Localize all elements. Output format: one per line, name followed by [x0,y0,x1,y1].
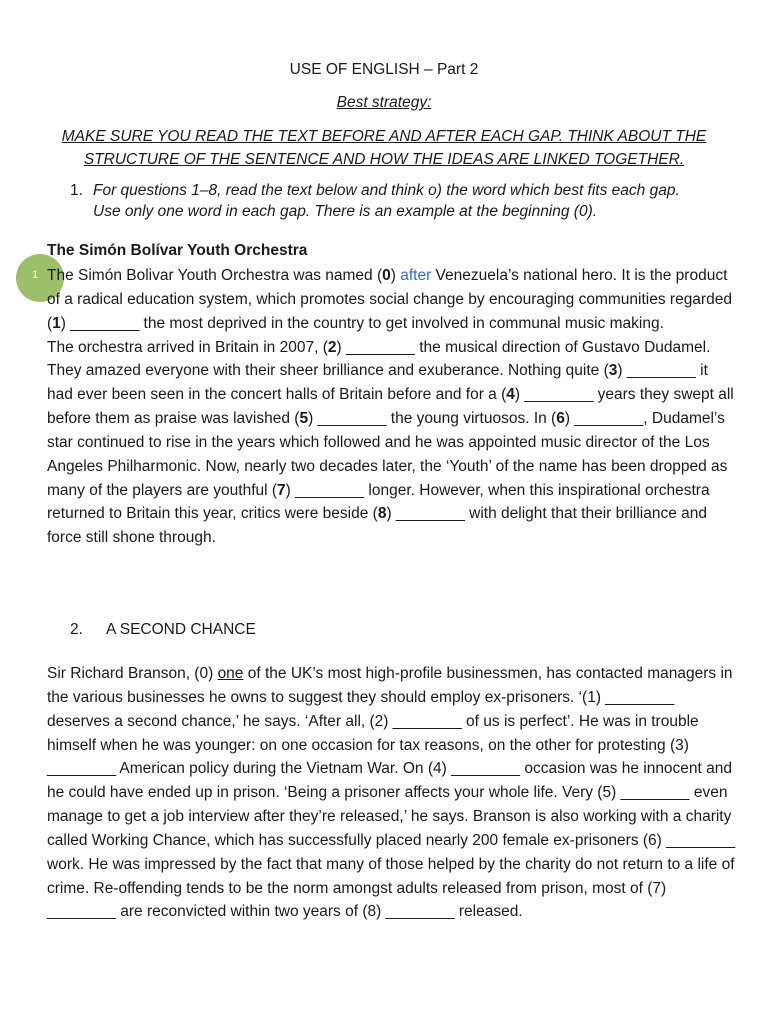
question-1-instructions [70,180,730,222]
section-2-heading [70,621,256,639]
page-title: USE OF ENGLISH – Part 2 [289,61,479,78]
example-answer: one [217,665,244,682]
question-line-1: For questions 1–8, read the text below and think o) the word which best fits each gap. [93,182,680,199]
section-title: A SECOND CHANCE [105,621,256,638]
section-number: 2. [70,621,83,638]
paragraph: The orchestra arrived in Britain in 2007, (2) ________ the musical direction of Gustavo Dudamel. They amazed everyone with their sheer brilliance and exuberance. Nothing quite (3) ________ it had ever been seen in the concert halls of Britain before and for a (4) ________ years they swept all before them as praise was lavished (5) ________ the young virtuosos. In (6) ________, Dudamel’s star continued to rise in the years which followed and he was appointed music director of the Los Angeles Philharmonic. Now, nearly two decades later, the ‘Youth’ of the name has been dropped as many of the players are youthful (7) ________ longer. However, when this inspirational orchestra returned to Britain this year, critics were beside (8) ________ with delight that their brilliance and force still shone through. [47,338,734,547]
comment-marker-label: 1 [32,269,39,281]
paragraph: Sir Richard Branson, (0) one of the UK’s most high-profile businessmen, has contacted managers in the various businesses he owns to suggest they should employ ex-prisoners. ‘(1) ________ deserves a second chance,’ he says. ‘After all, (2) ________ of us is perfect’. He was in trouble himself when he was younger: on one occasion for tax reasons, on the other for protesting (3) ________ American policy during the Vietnam War. On (4) ________ occasion was he innocent and he could have ended up in prison. ‘Being a prisoner affects your whole life. Very (5) ________ even manage to get a job interview after they’re released,’ he says. Branson is also working with a charity called Working Chance, which has successfully placed nearly 200 female ex-prisoners (6) ________ work. He was impressed by the fact that many of those helped by the charity do not return to a life of crime. Re-offending tends to be the norm amongst adults released from prison, most of (7) ________ are reconvicted within two years of (8) ________ released. [47,665,736,921]
paragraph: The Simón Bolivar Youth Orchestra was named (0) after Venezuela’s national hero. It is the product of a radical education system, which promotes social change by encouraging communities regarded (1) ________ the most deprived in the country to get involved in communal music making. [47,267,732,332]
instruction-line-1: MAKE SURE YOU READ THE TEXT BEFORE AND AFTER EACH GAP. THINK ABOUT THE [61,128,707,145]
text-heading: The Simón Bolívar Youth Orchestra [47,242,308,259]
orchestra-passage [47,264,737,550]
instruction-line-2: STRUCTURE OF THE SENTENCE AND HOW THE IDEAS ARE LINKED TOGETHER. [83,151,685,168]
question-line-2: Use only one word in each gap. There is an example at the beginning (0). [93,203,598,220]
strategy-label: Best strategy: [336,94,432,111]
example-answer: after [400,267,432,284]
branson-passage [47,662,737,924]
strategy-instruction [0,125,768,171]
question-number: 1. [70,182,83,199]
